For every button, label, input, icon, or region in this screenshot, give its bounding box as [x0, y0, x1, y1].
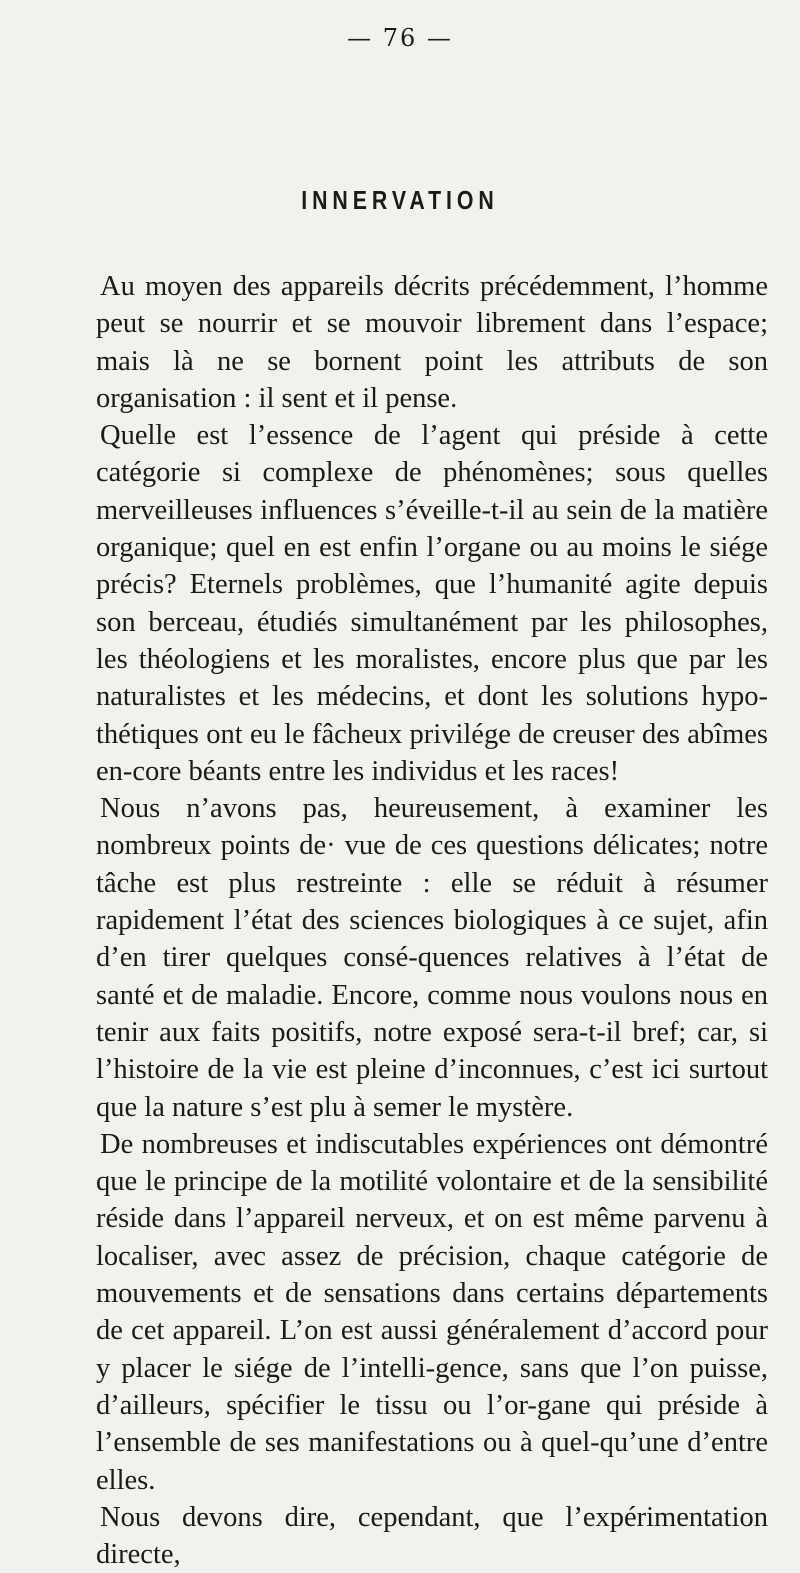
chapter-title: INNERVATION [301, 185, 499, 215]
paragraph: De nombreuses et indiscutables expériences ont démontré que le principe de la motilité volontaire et de la sensibilité réside dans l’appareil nerveux, et on est même parvenu à localiser, avec assez de précision, chaque catégorie de mouvements et de sensations dans certains départements de cet appareil. L’on est aussi généralement d’accord pour y placer le siége de l’intelli-gence, sans que l’on puisse, d’ailleurs, spécifier le tissu ou l’or-gane qui préside à l’ensemble de ses manifestations ou à quel-qu’une d’entre elles. [96, 1128, 768, 1496]
paragraph: Nous devons dire, cependant, que l’expérimentation directe, [96, 1501, 768, 1571]
body-text [96, 268, 768, 1573]
paragraph: Au moyen des appareils décrits précédemment, l’homme peut se nourrir et se mouvoir librement dans l’espace; mais là ne se bornent point les attributs de son organisation : il sent et il pense. [96, 271, 768, 414]
paragraph: Nous n’avons pas, heureusement, à examiner les nombreux points de· vue de ces questions délicates; notre tâche est plus restreinte : elle se réduit à résumer rapidement l’état des sciences biologiques à ce sujet, afin d’en tirer quelques consé-quences relatives à l’état de santé et de maladie. Encore, comme nous voulons nous en tenir aux faits positifs, notre exposé sera-t-il bref; car, si l’histoire de la vie est pleine d’inconnues, c’est ici surtout que la nature s’est plu à semer le mystère. [96, 793, 768, 1123]
page-number: — 76 — [347, 24, 453, 52]
paragraph: Quelle est l’essence de l’agent qui préside à cette catégorie si complexe de phénomènes; sous quelles merveilleuses influences s’éveille-t-il au sein de la matière organique; quel en est enfin l’organe ou au moins le siége précis? Eternels problèmes, que l’humanité agite depuis son berceau, étudiés simultanément par les philosophes, les théologiens et les moralistes, encore plus que par les naturalistes et les médecins, et dont les solutions hypo-thétiques ont eu le fâcheux privilége de creuser des abîmes en-core béants entre les individus et les races! [96, 420, 768, 787]
